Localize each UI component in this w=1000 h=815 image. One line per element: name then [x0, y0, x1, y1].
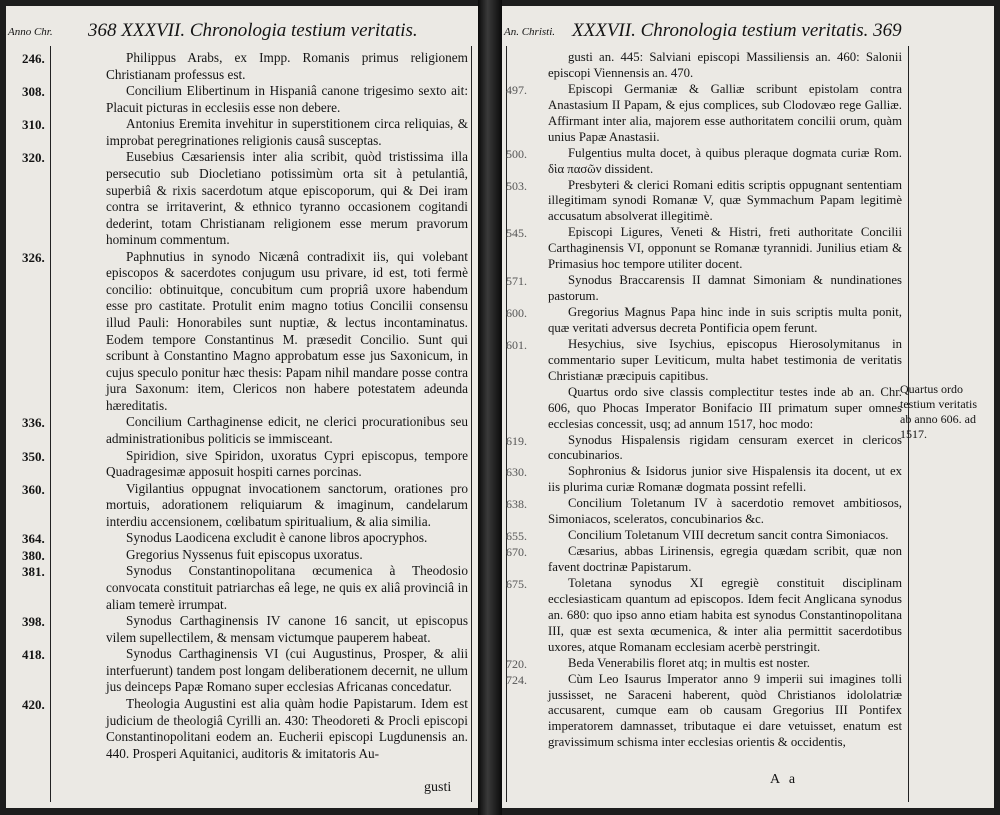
entry-year: 675.	[506, 576, 527, 591]
entry-list	[22, 50, 468, 762]
entry-text-block	[548, 464, 902, 496]
chronology-entry	[506, 655, 902, 672]
entry-year: 320.	[22, 150, 45, 166]
entry-text-block	[106, 149, 468, 248]
chronology-entry	[506, 671, 902, 752]
entry-year: 619.	[506, 433, 527, 448]
entry-text-block	[106, 50, 468, 83]
chronology-entry	[22, 695, 468, 762]
anno-column-label: An. Christi.	[504, 26, 556, 38]
entry-text: Toletana synodus XI egregiè constituit disciplinam ecclesiasticam quantum ad episcopos. Idem fecit Anglicana synodus an. 680: quo ipso anno etiam habita est synodus Constantinopolitana III, quæ est sexta œcumenica, & inter alia permittit sacerdotibus uxores, atque Romanam ecclesiam acerbè perstringit.	[548, 575, 902, 654]
page-number: 369	[873, 20, 902, 41]
entry-text: Hesychius, sive Isychius, episcopus Hierosolymitanus in commentario super Leviticum, multa habet testimonia de veritatis Christianæ præcipuis capitibus.	[548, 336, 902, 383]
entry-year: 545.	[506, 226, 527, 241]
entry-year: 398.	[22, 614, 45, 630]
chronology-entry	[22, 530, 468, 547]
left-page	[6, 6, 478, 808]
chronology-entry	[506, 544, 902, 576]
entry-list	[506, 50, 902, 751]
entry-text: Concilium Toletanum VIII decretum sancit contra Simoniacos.	[568, 528, 889, 543]
entry-year: 380.	[22, 547, 45, 563]
entry-text: Vigilantius oppugnat invocationem sanctorum, orationes pro mortuis, adorationem reliquiarum & imaginum, candelarum interdiu accensionem, cœlibatum spiritualium, & alia similia.	[106, 480, 468, 529]
entry-text-block	[548, 305, 902, 337]
entry-text-block	[106, 547, 468, 564]
chronology-entry	[22, 613, 468, 646]
chronology-entry	[22, 563, 468, 613]
entry-text: Beda Venerabilis floret atq; in multis est noster.	[568, 655, 810, 670]
entry-text-block	[106, 563, 468, 613]
entry-year: 364.	[22, 531, 45, 547]
column-rule	[471, 46, 472, 802]
running-head	[572, 20, 902, 42]
chronology-entry	[506, 145, 902, 178]
entry-text: Gregorius Nyssenus fuit episcopus uxoratus.	[126, 546, 363, 562]
entry-year: 420.	[22, 696, 45, 712]
chronology-entry	[506, 336, 902, 433]
entry-text: Theologia Augustini est alia quàm hodie Papistarum. Idem est judicium de theologiâ Cyrilli an. 430: Theodoreti & Procli episcopi Constantinopolitani eodem an. Eucherii episcopi Lugdunensis an. 440. Prosperi Aquitanici, auditoris & imitatoris Au-	[106, 695, 468, 761]
chronology-entry	[548, 50, 902, 82]
chronology-entry	[22, 447, 468, 481]
entry-year: 381.	[22, 564, 45, 580]
entry-year: 670.	[506, 545, 527, 560]
entry-year: 497.	[506, 82, 527, 97]
entry-year: 326.	[22, 249, 45, 265]
chronology-entry	[506, 81, 902, 146]
section-heading-paragraph: Quartus ordo sive classis complectitur testes inde ab an. Chr. 606, quo Phocas Imperator Bonifacio III primatum super omnes ecclesias concessit, usq; ad annum 1517, hoc modo:	[548, 384, 902, 431]
entry-text: Paphnutius in synodo Nicænâ contradixit iis, qui volebant episcopos & sacerdotes conjugum usu privare, id est, toti fermè concilio: obtinuitque, concubitum cum propriâ uxore habendum esse pro castitate. Protulit enim magno totius Concilii consensu illud Pauli: Honorabiles sunt nuptiæ, & lectus incontaminatus. Eodem tempore Constantinus M. præsedit Concilio. Sunt qui scribunt à Constantino Magno approbatum esse jus Saxonicum, in cujus speculo ponitur hæc thesis: Papam nihil mandare posse contra jura Saxonum: item, Clericos non habere potestatem adeunda hæreditatis.	[106, 248, 468, 413]
entry-year: 336.	[22, 415, 45, 431]
entry-text-block	[548, 50, 902, 82]
chronology-entry	[22, 546, 468, 564]
entry-year: 601.	[506, 337, 527, 352]
entry-text: Cæsarius, abbas Lirinensis, egregia quædam scribit, quæ non favent doctrinæ Papistarum.	[548, 544, 902, 574]
entry-text-block	[548, 273, 902, 305]
entry-text-block	[106, 530, 468, 547]
entry-year: 503.	[506, 178, 527, 193]
entry-text-block	[548, 528, 902, 544]
entry-text-block	[106, 481, 468, 531]
entry-text-block	[106, 249, 468, 415]
entry-year: 600.	[506, 306, 527, 320]
entry-text-block	[106, 613, 468, 646]
running-head	[88, 20, 418, 42]
entry-text-block	[548, 82, 902, 146]
chronology-entry	[22, 414, 468, 447]
entry-year: 720.	[506, 656, 527, 671]
chronology-entry	[506, 496, 902, 528]
entry-text: Synodus Braccarensis II damnat Simoniam & nundinationes pastorum.	[548, 273, 902, 304]
running-title: XXXVII. Chronologia testium veritatis.	[572, 20, 869, 41]
entry-text: Synodus Laodicena excludit è canone libros apocryphos.	[126, 530, 428, 546]
chronology-entry	[22, 83, 468, 116]
chronology-entry	[506, 225, 902, 273]
entry-year: 360.	[22, 481, 45, 497]
entry-text: Episcopi Germaniæ & Galliæ scribunt epistolam contra Anastasium II Papam, & ejus complices, sub Clodovæo rege Galliæ. Affirmant inter alia, majorem esse authoritatem concilii orum, quàm unius Papæ Anastasii.	[548, 81, 902, 144]
entry-text: Concilium Carthaginense edicit, ne clerici procurationibus seu administrationibus politicis se immisceant.	[106, 414, 468, 446]
chronology-entry	[22, 149, 468, 248]
entry-text: Synodus Carthaginensis IV canone 16 sancit, ut episcopus vilem supellectilem, & mensam victumque pauperem habeat.	[106, 613, 468, 645]
entry-year: 310.	[22, 117, 45, 133]
entry-year: 638.	[506, 497, 527, 512]
entry-text: Fulgentius multa docet, à quibus pleraque dogmata curiæ Rom. δὶα πασῶν dissident.	[548, 145, 902, 176]
chronology-entry	[506, 273, 902, 305]
chronology-entry	[506, 432, 902, 465]
entry-text: Spiridion, sive Spiridon, uxoratus Cypri episcopus, tempore Quadragesimæ apposuit hospiti carnes porcinas.	[106, 447, 468, 480]
entry-text-block	[548, 178, 902, 226]
entry-text: Eusebius Cæsariensis inter alia scribit, quòd tristissima illa persecutio sub Diocletiano potissimùm orta sit à petulantiâ, superbiâ & rixis sacerdotum atque episcoporum, qui & Dei iram contra se irritaverint, & ethnico tyranno occasionem cogitandi dederint, totam Christianam religionem esse merum pravorum hominum commentum.	[106, 149, 468, 248]
page-number: 368	[88, 20, 117, 41]
chronology-entry	[506, 528, 902, 544]
entry-text-block	[106, 116, 468, 149]
entry-year: 418.	[22, 647, 45, 663]
entry-text-block	[106, 83, 468, 116]
entry-text-block	[106, 646, 468, 696]
entry-year: 571.	[506, 274, 527, 289]
chronology-entry	[22, 646, 468, 696]
running-title: XXXVII. Chronologia testium veritatis.	[121, 20, 418, 41]
entry-text-block	[106, 448, 468, 481]
entry-text-block	[548, 576, 902, 656]
entry-text: Philippus Arabs, ex Impp. Romanis primus religionem Christianam professus est.	[106, 50, 468, 82]
anno-column-label: Anno Chr.	[8, 26, 53, 38]
chronology-entry	[22, 480, 468, 531]
chronology-entry	[22, 116, 468, 149]
entry-year: 630.	[506, 465, 527, 480]
entry-text-block	[548, 496, 902, 528]
right-page	[502, 6, 994, 808]
entry-year: 655.	[506, 529, 527, 544]
entry-text: Sophronius & Isidorus junior sive Hispalensis ita docent, ut ex iis plurima curiæ Romanæ dogmata possint refelli.	[548, 464, 902, 495]
entry-text-block	[548, 225, 902, 273]
entry-text: Antonius Eremita invehitur in superstitionem circa reliquias, & improbat peregrinationes religionis causâ susceptas.	[106, 116, 468, 148]
book-gutter	[478, 0, 502, 815]
entry-text: Concilium Elibertinum in Hispaniâ canone trigesimo sexto ait: Placuit picturas in ecclesiis esse non debere.	[106, 83, 468, 115]
entry-text-block	[548, 656, 902, 672]
entry-text: Gregorius Magnus Papa hinc inde in suis scriptis multa ponit, quæ veritati adversus decreta Pontificia opem ferunt.	[548, 305, 902, 335]
entry-text: Synodus Carthaginensis VI (cui Augustinus, Prosper, & alii interfuerunt) tandem post longam deliberationem decernit, ne ullum jus deinceps Papæ Romano super ecclesias Africanas concedatur.	[106, 646, 468, 695]
chronology-entry	[506, 575, 902, 656]
entry-year: 246.	[22, 51, 45, 66]
entry-text-block	[106, 414, 468, 447]
entry-text: Synodus Constantinopolitana œcumenica à Theodosio convocata constituit patriarchas eâ lege, ne quis ex aliâ provinciâ in aliam temerè irrumpat.	[106, 563, 468, 612]
entry-text-block	[106, 696, 468, 762]
entry-text: gusti an. 445: Salviani episcopi Massiliensis an. 460: Salonii episcopi Viennensis an. 470.	[548, 50, 902, 80]
entry-year: 308.	[22, 84, 45, 100]
entry-text: Synodus Hispalensis rigidam censuram exercet in clericos concubinarios.	[548, 432, 902, 463]
entry-text: Cùm Leo Isaurus Imperator anno 9 imperii sui imagines tolli jussisset, ne Saraceni haberent, quòd Christianos idololatriæ accusarent, cumque eam ob causam Gregorius III Pontifex imperatorem damnasset, tributaque ei dare vetuisset, enatum est gravissimum schisma inter ecclesias orientis & occidentis,	[548, 671, 902, 750]
chronology-entry	[506, 305, 902, 337]
chronology-entry	[22, 248, 468, 415]
signature-mark: A a	[770, 772, 799, 787]
entry-text: Concilium Toletanum IV à sacerdotio removet ambitiosos, Simoniacos, sceleratos, concubinarios &c.	[548, 496, 902, 527]
entry-year: 500.	[506, 146, 527, 161]
entry-text: Episcopi Ligures, Veneti & Histri, freti authoritate Concilii Carthaginensis VI, opponunt se Romanæ tyrannidi. Junilius etiam & Primasius hoc tempore utiliter docent.	[548, 225, 902, 272]
entry-text-block	[548, 544, 902, 576]
entry-text-block	[548, 433, 902, 465]
chronology-entry	[506, 177, 902, 226]
chronology-entry	[506, 464, 902, 496]
entry-text-block	[548, 146, 902, 178]
entry-text-block	[548, 337, 902, 433]
column-rule	[50, 46, 51, 802]
chronology-entry	[22, 50, 468, 83]
entry-year: 724.	[506, 672, 527, 687]
catchword: gusti	[424, 780, 452, 795]
entry-year: 350.	[22, 448, 45, 464]
entry-text: Presbyteri & clerici Romani editis scriptis oppugnant sententiam illegitimam synodi Romanæ V, quæ Symmachum Papam legitimè accusatum absolverat illegitimè.	[548, 177, 902, 224]
margin-note: Quartus ordo testium veritatis ab anno 606. ad 1517.	[900, 382, 977, 441]
entry-text-block	[548, 672, 902, 752]
